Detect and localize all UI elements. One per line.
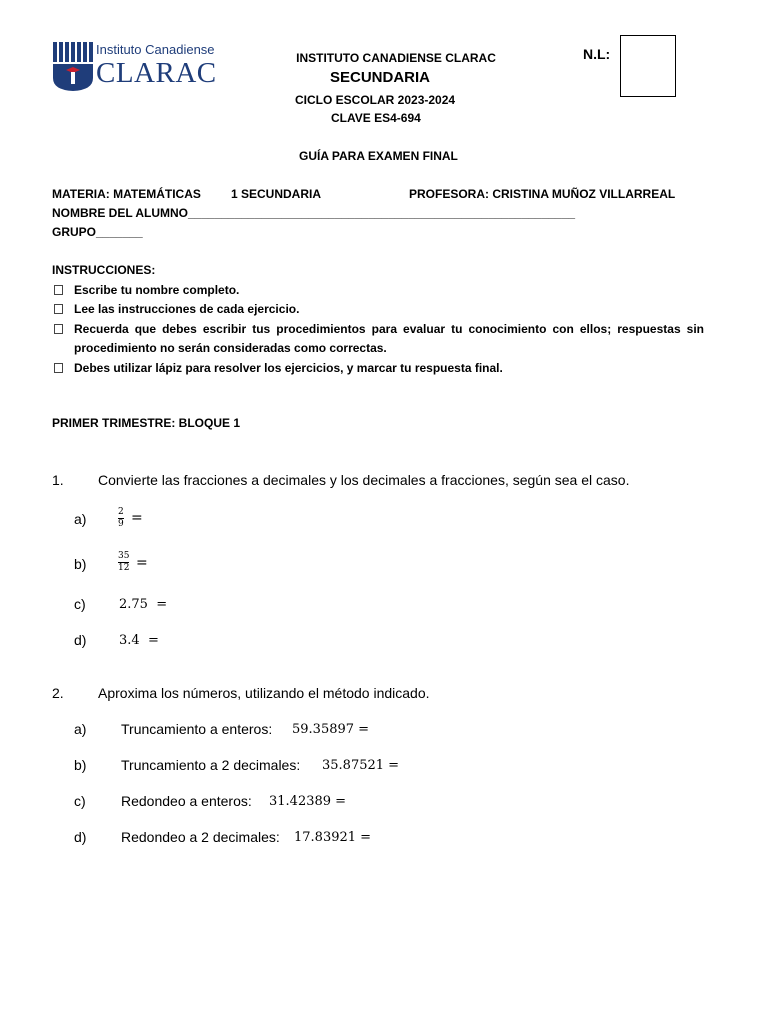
- checkbox-bullet-icon: [54, 304, 63, 314]
- denominator: 12: [118, 563, 130, 573]
- math-expression: 17.83921 =: [294, 830, 372, 845]
- fraction: [118, 507, 124, 530]
- school-logo: [52, 40, 228, 92]
- school-cycle: CICLO ESCOLAR 2023-2024: [295, 93, 456, 107]
- logo-big-text: CLARAC: [96, 57, 217, 89]
- item-text: Redondeo a 2 decimales:: [121, 829, 280, 845]
- school-key: CLAVE ES4-694: [331, 111, 421, 125]
- question-text: Aproxima los números, utilizando el método indicado.: [98, 685, 430, 701]
- item-label: c): [74, 596, 86, 612]
- school-name: INSTITUTO CANADIENSE CLARAC: [296, 51, 496, 65]
- question-number: 2.: [52, 685, 64, 701]
- nl-box[interactable]: [620, 35, 676, 97]
- item-text: Truncamiento a enteros:: [121, 721, 273, 737]
- teacher-label: PROFESORA: CRISTINA MUÑOZ VILLARREAL: [409, 187, 676, 201]
- school-level: SECUNDARIA: [330, 69, 431, 86]
- nl-label: N.L:: [583, 46, 611, 62]
- subject-label: MATERIA: MATEMÁTICAS: [52, 187, 201, 201]
- item-label: b): [74, 757, 87, 773]
- checkbox-bullet-icon: [54, 324, 63, 334]
- math-expression: 35.87521 =: [322, 758, 400, 773]
- student-name-field[interactable]: NOMBRE DEL ALUMNO__________________________________________________________: [52, 206, 576, 220]
- math-expression: 59.35897 =: [292, 722, 370, 737]
- instruction-item: Debes utilizar lápiz para resolver los ejercicios, y marcar tu respuesta final.: [74, 359, 704, 378]
- checkbox-bullet-icon: [54, 285, 63, 295]
- fraction: [118, 551, 129, 574]
- instruction-item: Recuerda que debes escribir tus procedimientos para evaluar tu conocimiento con ellos; respuestas sin procedimiento no serán consideradas como correctas.: [74, 320, 704, 358]
- instruction-item: Escribe tu nombre completo.: [74, 281, 704, 300]
- item-label: a): [74, 511, 87, 527]
- math-expression: 3.4 =: [119, 633, 159, 648]
- math-expression: 2.75 =: [119, 597, 168, 612]
- math-expression: 31.42389 =: [269, 794, 347, 809]
- numerator: 35: [118, 551, 130, 561]
- question-text: Convierte las fracciones a decimales y los decimales a fracciones, según sea el caso.: [98, 472, 630, 488]
- page-title: GUÍA PARA EXAMEN FINAL: [299, 149, 458, 163]
- group-field[interactable]: GRUPO_______: [52, 225, 143, 239]
- item-label: d): [74, 632, 87, 648]
- clarac-emblem-icon: [52, 40, 94, 92]
- grade-label: 1 SECUNDARIA: [231, 187, 322, 201]
- denominator: 9: [118, 519, 124, 529]
- logo-small-text: Instituto Canadiense: [96, 42, 215, 57]
- numerator: 2: [118, 507, 124, 517]
- checkbox-bullet-icon: [54, 363, 63, 373]
- instruction-item: Lee las instrucciones de cada ejercicio.: [74, 300, 704, 319]
- block-title: PRIMER TRIMESTRE: BLOQUE 1: [52, 416, 241, 430]
- item-label: b): [74, 556, 87, 572]
- item-text: Redondeo a enteros:: [121, 793, 252, 809]
- item-label: a): [74, 721, 87, 737]
- item-text: Truncamiento a 2 decimales:: [121, 757, 301, 773]
- instructions-heading: INSTRUCCIONES:: [52, 263, 156, 277]
- question-number: 1.: [52, 472, 64, 488]
- equals-sign: =: [131, 510, 143, 526]
- item-label: c): [74, 793, 86, 809]
- item-label: d): [74, 829, 87, 845]
- equals-sign: =: [136, 555, 148, 571]
